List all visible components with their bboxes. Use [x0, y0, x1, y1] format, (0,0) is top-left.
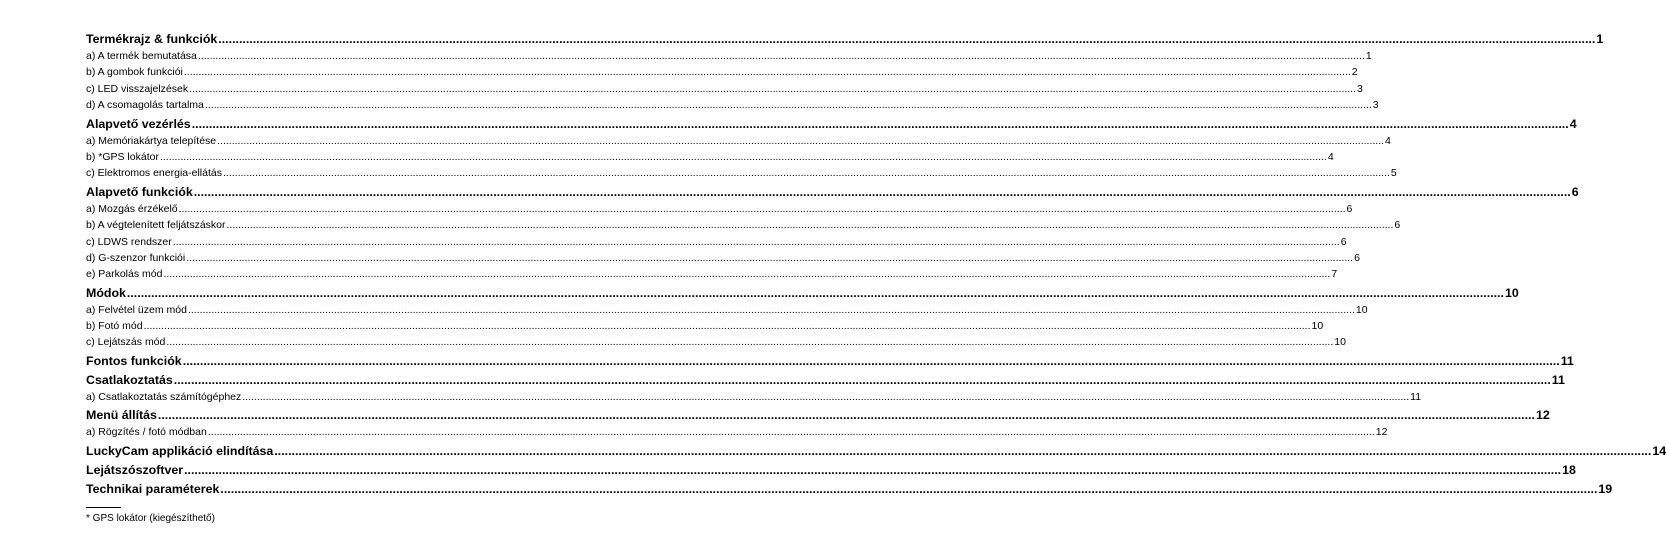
toc-dot-leader: ................................................................................................................................................................................................................................................................................................................................................................................................................ — [189, 82, 1357, 95]
toc-entry-label: Csatlakoztatás — [86, 372, 173, 387]
toc-dot-leader: ................................................................................................................................................................................................................................................................................................................................................................................................................ — [242, 390, 1410, 403]
toc-section-entry[interactable] — [86, 407, 1550, 424]
toc-entry-label: Termékrajz & funkciók — [86, 32, 218, 46]
toc-entry-label: a) Memóriakártya telepítése — [86, 134, 217, 147]
toc-page-number: 4 — [1569, 116, 1577, 131]
toc-entry-label: c) Elektromos energia-ellátás — [86, 167, 222, 180]
toc-dot-leader: ................................................................................................................................................................................................................................................................................................................................................................................................................ — [274, 443, 1652, 458]
toc-subsection-entry[interactable] — [86, 217, 1401, 233]
toc-section-entry[interactable] — [86, 481, 1613, 498]
toc-dot-leader: ................................................................................................................................................................................................................................................................................................................................................................................................................ — [226, 219, 1394, 232]
toc-dot-leader: ................................................................................................................................................................................................................................................................................................................................................................................................................ — [187, 303, 1355, 316]
toc-entry-label: Alapvető vezérlés — [86, 116, 191, 131]
toc-page-number: 12 — [1535, 408, 1550, 423]
toc-dot-leader: ................................................................................................................................................................................................................................................................................................................................................................................................................ — [182, 353, 1560, 368]
toc-dot-leader: ................................................................................................................................................................................................................................................................................................................................................................................................................ — [204, 99, 1372, 112]
toc-entry-label: a) Mozgás érzékelő — [86, 202, 178, 215]
toc-entry-label: Technikai paraméterek — [86, 481, 220, 496]
toc-subsection-entry[interactable] — [86, 334, 1346, 350]
toc-dot-leader: ................................................................................................................................................................................................................................................................................................................................................................................................................ — [207, 426, 1375, 439]
toc-page-number: 4 — [1385, 134, 1391, 147]
toc-page-number: 10 — [1311, 320, 1324, 333]
toc-subsection-entry[interactable] — [86, 165, 1397, 181]
toc-entry-label: b) *GPS lokátor — [86, 150, 159, 163]
toc-subsection-entry[interactable] — [86, 201, 1353, 217]
toc-dot-leader: ................................................................................................................................................................................................................................................................................................................................................................................................................ — [197, 50, 1365, 62]
toc-entry-label: b) Fotó mód — [86, 320, 143, 333]
toc-page-number: 6 — [1354, 251, 1360, 264]
toc-page-number: 6 — [1346, 202, 1353, 215]
toc-dot-leader: ................................................................................................................................................................................................................................................................................................................................................................................................................ — [217, 134, 1385, 147]
toc-dot-leader: ................................................................................................................................................................................................................................................................................................................................................................................................................ — [143, 320, 1311, 333]
toc-page-number: 5 — [1390, 167, 1397, 180]
toc-entry-label: c) Lejátszás mód — [86, 336, 166, 349]
toc-dot-leader: ................................................................................................................................................................................................................................................................................................................................................................................................................ — [173, 372, 1551, 387]
toc-subsection-entry[interactable] — [86, 266, 1338, 282]
toc-dot-leader: ................................................................................................................................................................................................................................................................................................................................................................................................................ — [193, 184, 1571, 199]
toc-section-entry[interactable] — [86, 372, 1565, 389]
toc-subsection-entry[interactable] — [86, 424, 1388, 440]
toc-subsection-entry[interactable] — [86, 64, 1358, 80]
footnote-divider — [86, 507, 121, 508]
toc-section-entry[interactable] — [86, 443, 1666, 460]
toc-page-number: 3 — [1357, 82, 1363, 95]
toc-subsection-entry[interactable] — [86, 81, 1363, 97]
toc-entry-label: Fontos funkciók — [86, 353, 182, 368]
toc-page-number: 14 — [1652, 443, 1666, 458]
toc-dot-leader: ................................................................................................................................................................................................................................................................................................................................................................................................................ — [184, 462, 1562, 477]
toc-section-entry[interactable] — [86, 184, 1579, 201]
toc-entry-label: Menü állítás — [86, 408, 157, 423]
toc-page-number: 10 — [1504, 285, 1519, 300]
toc-page-number: 11 — [1410, 390, 1422, 403]
toc-subsection-entry[interactable] — [86, 97, 1379, 113]
toc-entry-label: a) Felvétel üzem mód — [86, 303, 187, 316]
toc-page-number: 18 — [1562, 462, 1576, 477]
toc-dot-leader: ................................................................................................................................................................................................................................................................................................................................................................................................................ — [126, 285, 1504, 300]
toc-dot-leader: ................................................................................................................................................................................................................................................................................................................................................................................................................ — [222, 167, 1390, 180]
toc-page-number: 7 — [1331, 268, 1338, 281]
toc-section-entry[interactable] — [86, 285, 1519, 302]
table-of-contents — [86, 31, 1666, 498]
toc-dot-leader: ................................................................................................................................................................................................................................................................................................................................................................................................................ — [183, 66, 1351, 79]
toc-dot-leader: ................................................................................................................................................................................................................................................................................................................................................................................................................ — [220, 481, 1598, 496]
toc-section-entry[interactable] — [86, 116, 1577, 133]
toc-subsection-entry[interactable] — [86, 133, 1391, 149]
toc-dot-leader: ................................................................................................................................................................................................................................................................................................................................................................................................................ — [218, 32, 1596, 46]
toc-dot-leader: ................................................................................................................................................................................................................................................................................................................................................................................................................ — [191, 116, 1569, 131]
toc-entry-label: a) A termék bemutatása — [86, 50, 197, 62]
toc-page-number: 3 — [1372, 99, 1379, 112]
toc-entry-label: d) G-szenzor funkciói — [86, 251, 186, 264]
toc-entry-label: Módok — [86, 285, 126, 300]
toc-dot-leader: ................................................................................................................................................................................................................................................................................................................................................................................................................ — [186, 251, 1354, 264]
toc-subsection-entry[interactable] — [86, 302, 1368, 318]
toc-page-number: 1 — [1596, 32, 1604, 46]
toc-page-number: 2 — [1351, 66, 1358, 79]
toc-entry-label: d) A csomagolás tartalma — [86, 99, 204, 112]
toc-page-number: 12 — [1375, 426, 1388, 439]
toc-page-number: 10 — [1355, 303, 1368, 316]
toc-page-number: 10 — [1334, 336, 1346, 349]
toc-dot-leader: ................................................................................................................................................................................................................................................................................................................................................................................................................ — [163, 268, 1331, 281]
toc-subsection-entry[interactable] — [86, 48, 1372, 64]
toc-page-number: 1 — [1365, 50, 1372, 62]
toc-page-number: 6 — [1394, 219, 1401, 232]
toc-section-entry[interactable] — [86, 31, 1604, 48]
toc-entry-label: a) Csatlakoztatás számítógéphez — [86, 390, 242, 403]
toc-page-number: 19 — [1598, 481, 1613, 496]
toc-entry-label: c) LED visszajelzések — [86, 82, 189, 95]
toc-section-entry[interactable] — [86, 353, 1574, 370]
footnote: * GPS lokátor (kiegészíthető) — [86, 513, 215, 524]
toc-subsection-entry[interactable] — [86, 389, 1422, 405]
toc-subsection-entry[interactable] — [86, 234, 1347, 250]
toc-dot-leader: ................................................................................................................................................................................................................................................................................................................................................................................................................ — [166, 336, 1334, 349]
toc-entry-label: e) Parkolás mód — [86, 268, 163, 281]
toc-dot-leader: ................................................................................................................................................................................................................................................................................................................................................................................................................ — [178, 202, 1346, 215]
toc-subsection-entry[interactable] — [86, 149, 1334, 165]
toc-page-number: 4 — [1327, 150, 1334, 163]
toc-entry-label: LuckyCam applikáció elindítása — [86, 443, 274, 458]
toc-entry-label: b) A gombok funkciói — [86, 66, 183, 79]
toc-entry-label: c) LDWS rendszer — [86, 235, 172, 248]
toc-entry-label: Lejátszószoftver — [86, 462, 184, 477]
toc-page-number: 11 — [1551, 372, 1565, 387]
toc-page-number: 11 — [1560, 353, 1574, 368]
toc-dot-leader: ................................................................................................................................................................................................................................................................................................................................................................................................................ — [157, 408, 1535, 423]
toc-entry-label: a) Rögzítés / fotó módban — [86, 426, 207, 439]
toc-page-number: 6 — [1340, 235, 1347, 248]
toc-subsection-entry[interactable] — [86, 250, 1360, 266]
toc-dot-leader: ................................................................................................................................................................................................................................................................................................................................................................................................................ — [159, 150, 1327, 163]
toc-entry-label: b) A végtelenített feljátszáskor — [86, 219, 226, 232]
toc-section-entry[interactable] — [86, 462, 1576, 479]
toc-page-number: 6 — [1571, 184, 1579, 199]
toc-subsection-entry[interactable] — [86, 318, 1324, 334]
toc-entry-label: Alapvető funkciók — [86, 184, 193, 199]
toc-dot-leader: ................................................................................................................................................................................................................................................................................................................................................................................................................ — [172, 235, 1340, 248]
